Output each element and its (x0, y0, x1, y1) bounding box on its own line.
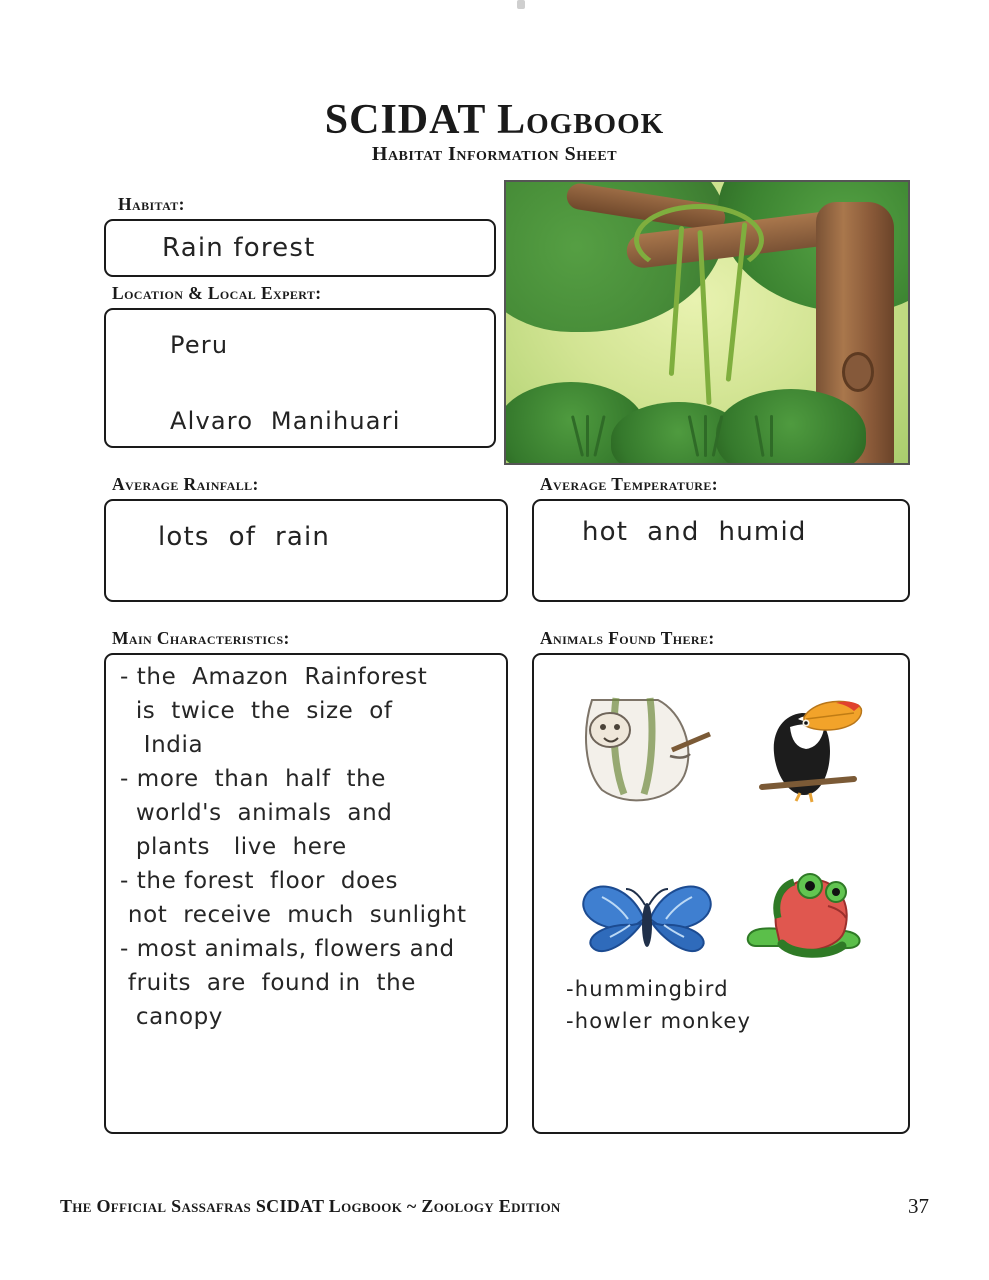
characteristic-line: is twice the size of (120, 698, 393, 724)
main-characteristics-text (120, 660, 515, 1034)
average-rainfall-value: lots of rain (158, 522, 331, 552)
animals-found-label: Animals Found There: (540, 628, 715, 648)
habitat-label: Habitat: (118, 194, 185, 214)
characteristic-line: canopy (120, 1004, 224, 1030)
habitat-illustration (504, 180, 910, 465)
main-characteristics-label: Main Characteristics: (112, 628, 290, 648)
animal-list-line: -howler monkey (566, 1009, 752, 1033)
butterfly-drawing (572, 867, 722, 977)
characteristic-line: - the forest floor does (120, 868, 399, 894)
animal-list-line: -hummingbird (566, 977, 729, 1001)
average-temperature-field[interactable] (532, 499, 910, 602)
footer-text: The Official Sassafras SCIDAT Logbook ~ Zoology Edition (60, 1196, 561, 1216)
location-value: Peru (170, 331, 229, 359)
characteristic-line: - most animals, flowers and (120, 936, 455, 962)
page-subtitle: Habitat Information Sheet (371, 143, 618, 165)
characteristic-line: - the Amazon Rainforest (120, 664, 428, 690)
scan-artifact (517, 0, 525, 9)
characteristic-line: plants live here (120, 834, 347, 860)
characteristic-line: fruits are found in the (120, 970, 417, 996)
page-title: SCIDAT Logbook (324, 97, 665, 143)
local-expert-value: Alvaro Manihuari (170, 407, 401, 435)
grass-blade (586, 415, 589, 457)
sloth-drawing (572, 690, 712, 810)
toucan-drawing (742, 683, 872, 813)
page-number: 37 (908, 1194, 929, 1218)
characteristic-line: not receive much sunlight (120, 902, 467, 928)
characteristic-line: world's animals and (120, 800, 393, 826)
frog-drawing (732, 860, 872, 980)
characteristic-line: - more than half the (120, 766, 387, 792)
location-expert-field[interactable] (104, 308, 496, 448)
average-rainfall-label: Average Rainfall: (112, 474, 259, 494)
characteristic-line: India (120, 732, 204, 758)
average-rainfall-field[interactable] (104, 499, 508, 602)
trunk-knot (842, 352, 874, 392)
grass-blade (770, 415, 773, 457)
habitat-field[interactable] (104, 219, 496, 277)
location-expert-label: Location & Local Expert: (112, 283, 322, 303)
grass-blade (704, 415, 707, 457)
average-temperature-value: hot and humid (582, 517, 807, 547)
habitat-value: Rain forest (162, 233, 316, 263)
average-temperature-label: Average Temperature: (540, 474, 718, 494)
animals-found-field[interactable] (532, 653, 910, 1134)
